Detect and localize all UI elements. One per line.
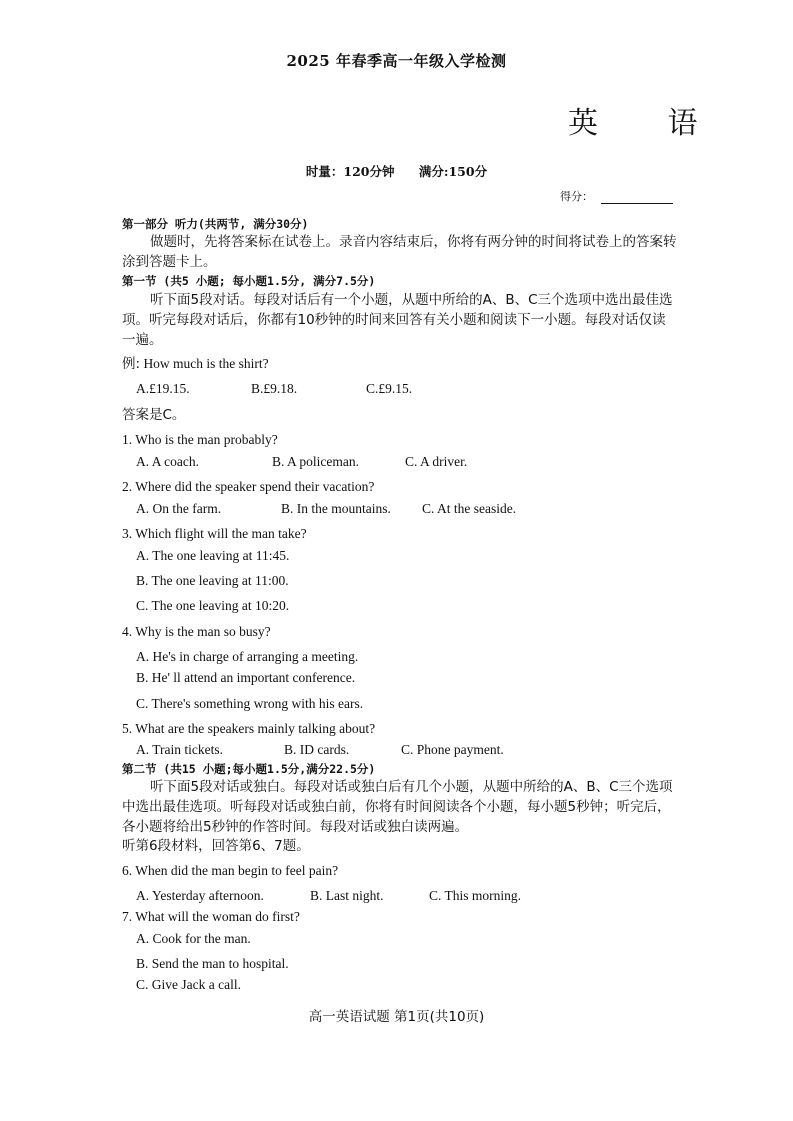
question-5-options (136, 742, 504, 758)
material-6-note: 听第6段材料，回答第6、7题。 (122, 838, 310, 854)
q6-option-c: C. This morning. (429, 888, 522, 903)
q3-option-b: B. The one leaving at 11:00. (136, 573, 289, 588)
time-limit: 时量：120分钟 (305, 164, 395, 179)
section1-title: 第一节 (共5 小题; 每小题1.5分, 满分7.5分) (122, 274, 376, 288)
example-label: 例: (122, 356, 141, 372)
part1-title: 第一部分 听力(共两节, 满分30分) (122, 217, 309, 231)
full-score: 满分:150分 (418, 164, 488, 179)
q2-option-b: B. In the mountains. (281, 501, 391, 516)
section2-instruction: 听下面5段对话或独白。每段对话或独白后有几个小题，从题中所给的A、B、C三个选项中选出最佳选项。听每段对话或独白前，你将有时间阅读各个小题，每小题5秒钟；听完后，各小题将给出5秒钟的作答时间。每段对话或独白读两遍。 (122, 779, 673, 835)
score-field (560, 188, 673, 204)
exam-title: 2025 年春季高一年级入学检测 (286, 52, 507, 70)
example-stem: How much is the shirt? (143, 356, 269, 371)
q1-option-a: A. A coach. (136, 454, 199, 469)
question-4: 4. Why is the man so busy? (122, 624, 271, 639)
part1-instruction: 做题时，先将答案标在试卷上。录音内容结束后，你将有两分钟的时间将试卷上的答案转涂到答题卡上。 (122, 234, 677, 270)
q2-option-a: A. On the farm. (136, 501, 222, 516)
example-option-b: B.£9.18. (251, 381, 298, 396)
exam-meta (0, 162, 793, 180)
section1-instruction: 听下面5段对话。每段对话后有一个小题，从题中所给的A、B、C三个选项中选出最佳选项。听完每段对话后，你都有10秒钟的时间来回答有关小题和阅读下一小题。每段对话仅读一遍。 (122, 292, 673, 348)
page-footer: 高一英语试题 第1页(共10页) (308, 1009, 485, 1025)
question-6-options (136, 888, 521, 904)
q2-option-c: C. At the seaside. (422, 501, 517, 516)
q5-option-b: B. ID cards. (284, 742, 350, 757)
q1-option-b: B. A policeman. (272, 454, 359, 469)
q5-option-a: A. Train tickets. (136, 742, 224, 757)
example-options (136, 381, 412, 397)
question-7: 7. What will the woman do first? (122, 909, 300, 924)
q1-option-c: C. A driver. (405, 454, 468, 469)
score-blank (601, 192, 673, 204)
question-1-options (136, 454, 467, 470)
section2-title: 第二节 (共15 小题;每小题1.5分,满分22.5分) (122, 762, 376, 776)
question-2: 2. Where did the speaker spend their vacation? (122, 479, 375, 494)
example-option-c: C.£9.15. (366, 381, 413, 396)
question-1: 1. Who is the man probably? (122, 432, 278, 447)
q4-option-a: A. He's in charge of arranging a meeting. (136, 649, 359, 664)
example-question (122, 354, 269, 374)
q3-option-c: C. The one leaving at 10:20. (136, 598, 290, 613)
q6-option-a: A. Yesterday afternoon. (136, 888, 264, 903)
q5-option-c: C. Phone payment. (401, 742, 504, 757)
example-answer: 答案是C。 (122, 407, 186, 423)
q3-option-a: A. The one leaving at 11:45. (136, 548, 290, 563)
example-option-a: A.£19.15. (136, 381, 190, 396)
q4-option-c: C. There's something wrong with his ears. (136, 696, 364, 711)
question-2-options (136, 501, 516, 517)
question-5: 5. What are the speakers mainly talking about? (122, 721, 376, 736)
question-6: 6. When did the man begin to feel pain? (122, 863, 339, 878)
q7-option-a: A. Cook for the man. (136, 931, 251, 946)
subject-title: 英 语 (568, 106, 728, 141)
q7-option-c: C. Give Jack a call. (136, 977, 241, 992)
question-3: 3. Which flight will the man take? (122, 526, 307, 541)
q6-option-b: B. Last night. (310, 888, 384, 903)
q7-option-b: B. Send the man to hospital. (136, 956, 289, 971)
q4-option-b: B. He' ll attend an important conference. (136, 670, 356, 685)
score-label: 得分： (560, 190, 593, 203)
